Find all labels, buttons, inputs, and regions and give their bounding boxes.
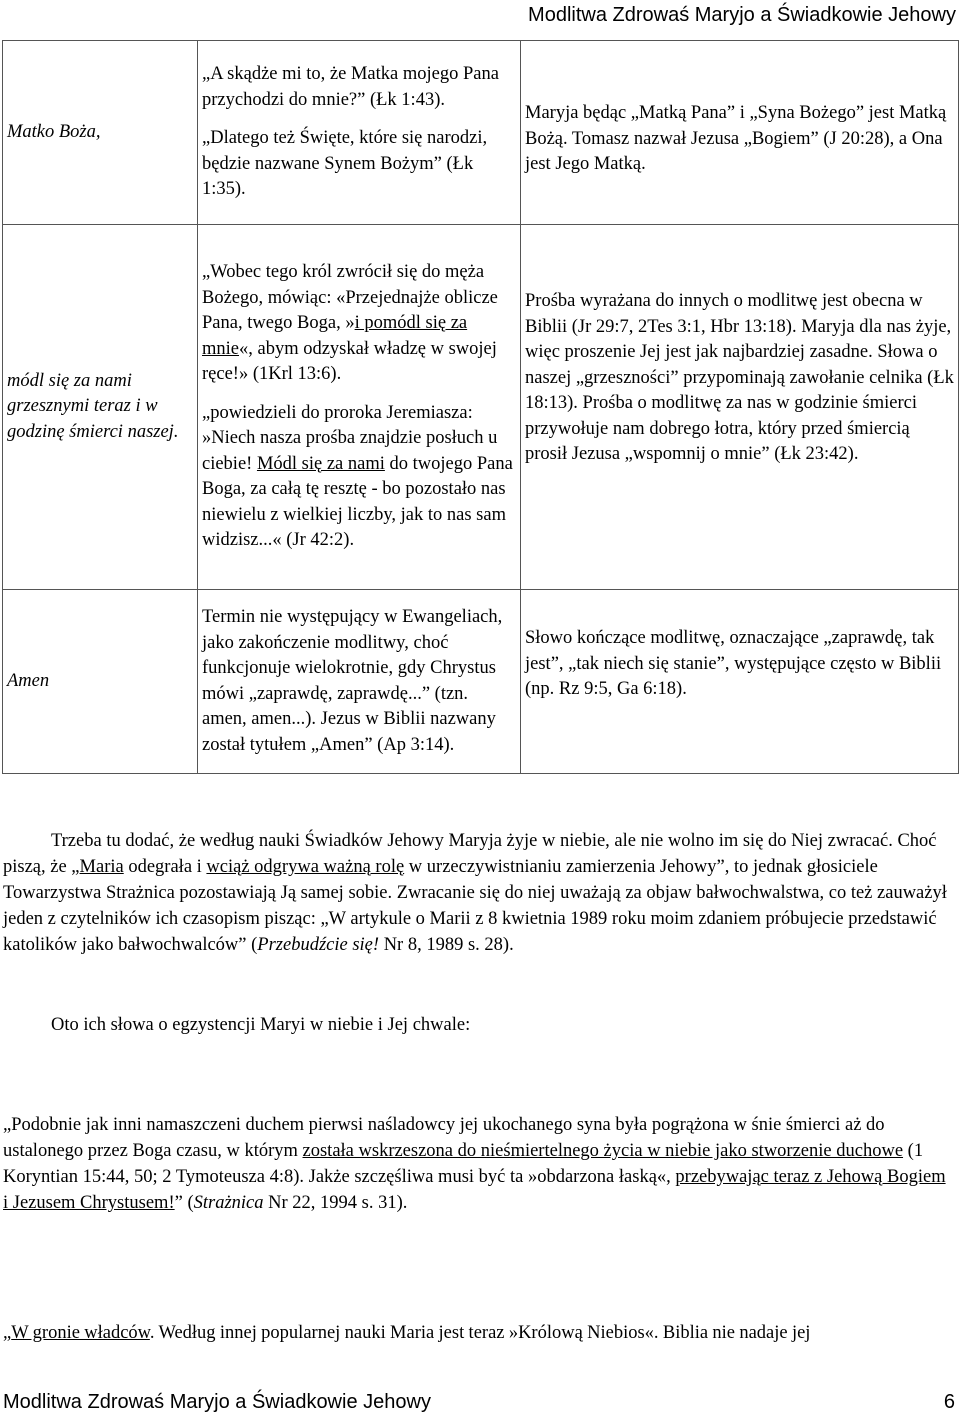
- scripture-quote: „Wobec tego król zwrócił się do męża Bożego, mówiąc: «Przejednajże oblicze Pana, twego Boga, »i pomódl się za mnie«, abym odzyskał władzę w swojej ręce!» (1Krl 13:6).: [202, 262, 498, 385]
- scripture-quote-cell: [198, 225, 521, 590]
- commentary-text: Maryja będąc „Matką Pana” i „Syna Bożego” jest Matką Bożą. Tomasz nazwał Jezusa „Bogiem” (J 20:28), a Ona jest Jego Matką.: [525, 103, 947, 174]
- commentary-cell: [521, 41, 959, 225]
- body-paragraph: Oto ich słowa o egzystencji Maryi w niebie i Jej chwale:: [51, 1015, 471, 1035]
- commentary-text: Słowo kończące modlitwę, oznaczające „zaprawdę, tak jest”, „tak niech się stanie”, występujące często w Biblii (np. Rz 9:5, Ga 6:18).: [525, 628, 942, 699]
- scripture-quote: „A skądże mi to, że Matka mojego Pana przychodzi do mnie?” (Łk 1:43).: [202, 64, 499, 110]
- page-number: 6: [943, 1391, 955, 1413]
- body-paragraph: „W gronie władców. Według innej popularnej nauki Maria jest teraz »Królową Niebios«. Biblia nie nadaje jej: [3, 1323, 811, 1343]
- publication-title: Strażnica: [193, 1193, 264, 1213]
- scripture-quote-cell: [198, 590, 521, 774]
- quoted-passage: „Podobnie jak inni namaszczeni duchem pierwsi naśladowcy jej ukochanego syna była pogrążona w śnie śmierci aż do ustalonego przez Boga czasu, w którym została wskrzeszona do nieśmiertelnego życia w niebie jako stworzenie duchowe (1 Koryntian 15:44, 50; 2 Tymoteusza 4:8). Jakże szczęśliwa musi być ta »obdarzona łaską«, przebywając teraz z Jehową Bogiem i Jezusem Chrystusem!” (Strażnica Nr 22, 1994 s. 31).: [3, 1115, 946, 1213]
- prayer-commentary-table: [2, 40, 959, 774]
- scripture-quote-cell: [198, 41, 521, 225]
- page-footer: [3, 1391, 955, 1414]
- publication-title: Przebudźcie się!: [257, 935, 380, 955]
- table-row: [3, 225, 959, 590]
- body-paragraph: Trzeba tu dodać, że według nauki Świadków Jehowy Maryja żyje w niebie, ale nie wolno im się do Niej zwracać. Choć piszą, że „Maria odegrała i wciąż odgrywa ważną rolę w urzeczywistnianiu zamierzenia Jehowy”, to jednak głosiciele Towarzystwa Strażnica pozostawiają Ją samej sobie. Zwracanie się do niej uważają za objaw bałwochwalstwa, co też zauważył jeden z czytelników ich czasopism pisząc: „W artykule o Marii z 8 kwietnia 1989 roku moim zdaniem próbujecie przedstawić katolików jako bałwochwalców” (Przebudźcie się! Nr 8, 1989 s. 28).: [3, 831, 947, 955]
- underlined-phrase: przebywając teraz z Jehową Bogiem i Jezusem Chrystusem!: [3, 1167, 946, 1213]
- underlined-phrase: Maria: [79, 857, 124, 877]
- underlined-phrase: Módl się za nami: [256, 453, 385, 474]
- prayer-phrase-cell: módl się za nami grzesznymi teraz i w godzinę śmierci naszej.: [3, 225, 198, 590]
- scripture-quote: „powiedzieli do proroka Jeremiasza: »Niech nasza prośba znajdzie posłuch u ciebie! Módl się za nami do twojego Pana Boga, za całą tę resztę - bo pozostało nas niewielu z wielkiej liczby, jak to nas sam widzisz...« (Jr 42:2).: [202, 402, 513, 551]
- underlined-phrase: została wskrzeszona do nieśmiertelnego życia w niebie jako stworzenie duchowe: [302, 1141, 904, 1161]
- scripture-quote: „Dlatego też Święte, które się narodzi, będzie nazwane Synem Bożym” (Łk 1:35).: [202, 128, 488, 200]
- prayer-phrase-cell: Matko Boża,: [3, 41, 198, 225]
- underlined-phrase: i pomódl się za mnie: [202, 313, 468, 359]
- footer-title: Modlitwa Zdrowaś Maryjo a Świadkowie Jehowy: [3, 1391, 431, 1413]
- commentary-cell: [521, 225, 959, 590]
- table-row: [3, 590, 959, 774]
- page-header-title: Modlitwa Zdrowaś Maryjo a Świadkowie Jehowy: [528, 4, 956, 26]
- underlined-phrase: wciąż odgrywa ważną rolę: [206, 857, 405, 877]
- table-row: [3, 41, 959, 225]
- prayer-phrase-cell: Amen: [3, 590, 198, 774]
- commentary-cell: [521, 590, 959, 774]
- underlined-phrase: W gronie władców: [11, 1323, 150, 1343]
- scripture-quote: Termin nie występujący w Ewangeliach, jako zakończenie modlitwy, choć funkcjonuje wielokrotnie, gdy Chrystus mówi „zaprawdę, zaprawdę...” (tzn. amen, amen...). Jezus w Biblii nazwany został tytułem „Amen” (Ap 3:14).: [202, 607, 503, 755]
- commentary-text: Prośba wyrażana do innych o modlitwę jest obecna w Biblii (Jr 29:7, 2Tes 3:1, Hbr 13:18). Maryja dla nas żyje, więc proszenie Jej jest jak najbardziej zasadne. Słowa o naszej „grzeszności” przypominają zawołanie celnika (Łk 18:13). Prośba o modlitwę za nas w godzinie śmierci przywołuje nam dobrego łotra, który przed śmiercią prosił Jezusa „wspomnij o mnie” (Łk 23:42).: [525, 291, 954, 464]
